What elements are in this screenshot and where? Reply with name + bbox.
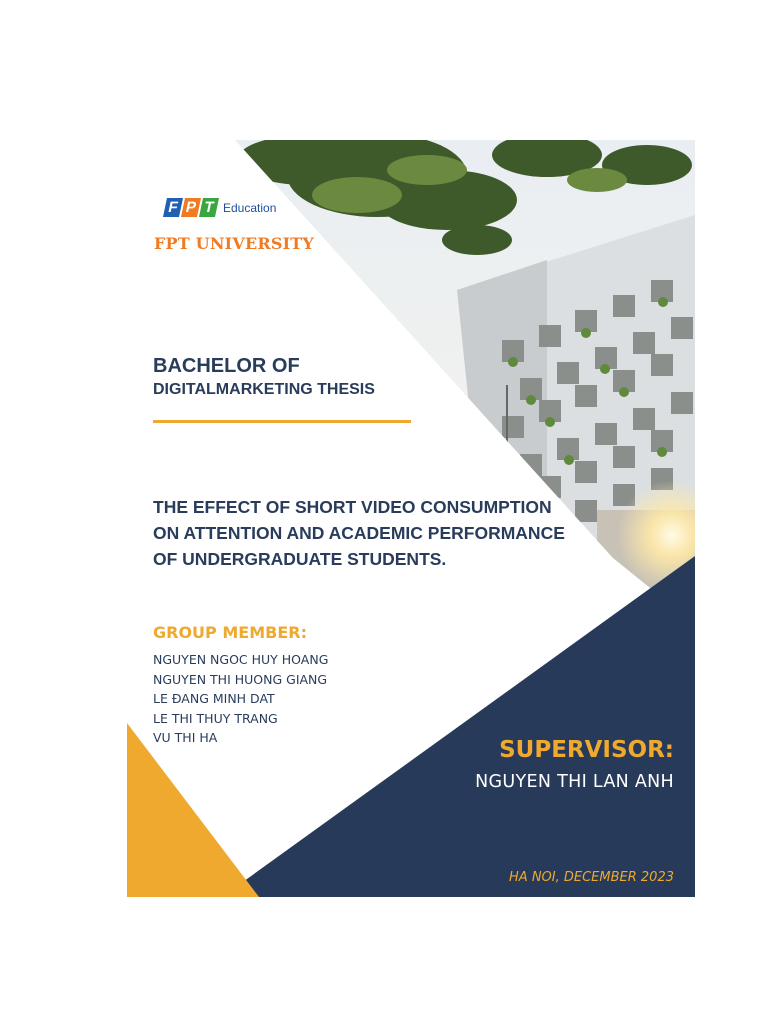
logo-letter-f: F	[163, 198, 183, 217]
group-member: VU THI HA	[153, 730, 218, 746]
group-member: NGUYEN NGOC HUY HOANG	[153, 652, 329, 667]
thesis-cover	[127, 140, 695, 897]
group-member: LE THI THUY TRANG	[153, 710, 278, 726]
degree-line-2: DIGITALMARKETING THESIS	[153, 381, 375, 398]
fpt-letters	[165, 198, 219, 217]
thesis-title-line: THE EFFECT OF SHORT VIDEO CONSUMPTION	[153, 497, 552, 517]
logo-letter-p: P	[181, 198, 201, 217]
group-member: LE ĐANG MINH DAT	[153, 691, 275, 707]
supervisor-name: NGUYEN THI LAN ANH	[475, 772, 674, 792]
logo-sub-label: Education	[223, 200, 277, 215]
thesis-title-line: ON ATTENTION AND ACADEMIC PERFORMANCE	[153, 523, 565, 543]
university-name: FPT UNIVERSITY	[154, 234, 315, 253]
place-date: HA NOI, DECEMBER 2023	[509, 870, 674, 885]
group-member-list	[153, 650, 328, 748]
group-member-heading: GROUP MEMBER:	[153, 623, 307, 642]
thesis-title-line: OF UNDERGRADUATE STUDENTS.	[153, 549, 447, 569]
degree-line-1: BACHELOR OF	[153, 355, 300, 377]
group-member: NGUYEN THI HUONG GIANG	[153, 671, 328, 687]
logo-letter-t: T	[199, 198, 219, 217]
gold-triangle	[127, 723, 259, 897]
fpt-education-logo	[165, 198, 276, 217]
supervisor-heading: SUPERVISOR:	[499, 737, 674, 763]
gold-divider	[153, 420, 411, 423]
thesis-title	[153, 494, 613, 572]
